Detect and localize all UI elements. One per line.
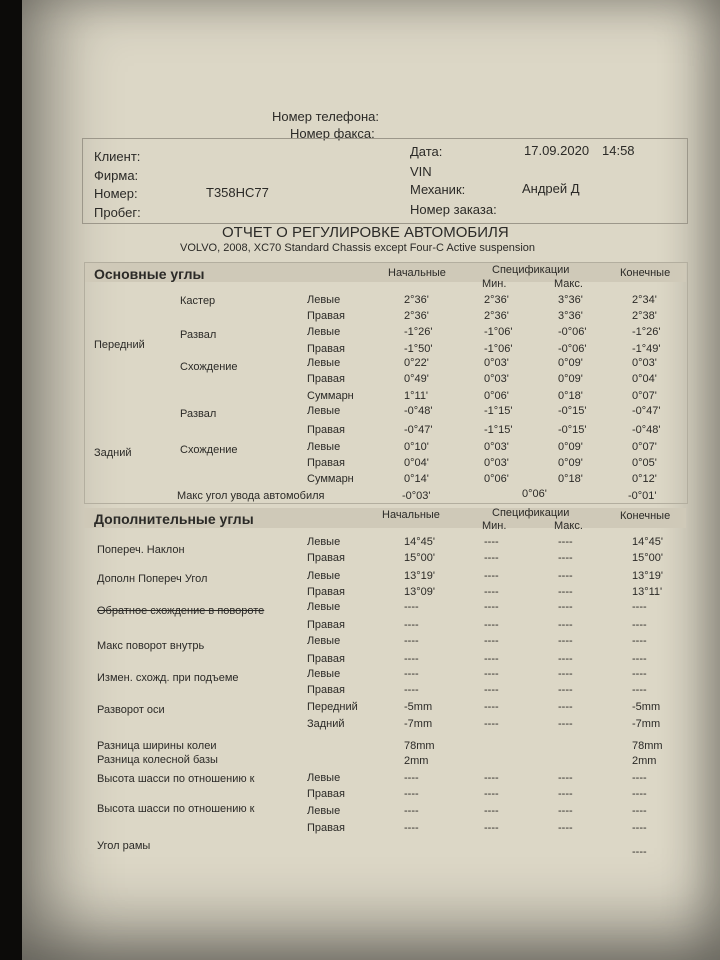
- param-ride-height-2: Высота шасси по отношению к: [97, 803, 255, 815]
- param-kpi: Попереч. Наклон: [97, 544, 185, 556]
- main-row-max: -0°06': [558, 343, 587, 355]
- main-row-max: -0°15': [558, 424, 587, 436]
- main-row-min: 0°03': [484, 357, 509, 369]
- param-wheelbase-diff: Разница колесной базы: [97, 754, 218, 766]
- param-camber-rear: Развал: [180, 408, 217, 420]
- main-row-min: 2°36': [484, 294, 509, 306]
- vin-label: VIN: [410, 164, 432, 179]
- additional-row-min: ----: [484, 805, 499, 817]
- additional-row-final: ----: [632, 668, 647, 680]
- additional-row-initial: ----: [404, 684, 419, 696]
- additional-row-min: ----: [484, 536, 499, 548]
- mechanic-name: Андрей Д: [522, 181, 580, 196]
- additional-row-side: Правая: [307, 653, 345, 665]
- date-value: 17.09.2020: [524, 143, 590, 158]
- thrust-angle-label: Макс угол увода автомобиля: [177, 490, 325, 502]
- param-track-diff: Разница ширины колеи: [97, 740, 217, 752]
- additional-row-initial: ----: [404, 601, 419, 613]
- additional-row-max: ----: [558, 619, 573, 631]
- additional-row-final: ----: [632, 653, 647, 665]
- main-row-final: 0°04': [632, 373, 657, 385]
- main-table-frame: [84, 262, 688, 504]
- main-row-final: 0°07': [632, 390, 657, 402]
- additional-row-final: ----: [632, 772, 647, 784]
- additional-row-min: ----: [484, 586, 499, 598]
- thrust-final: -0°01': [628, 490, 657, 502]
- report-page: [22, 0, 720, 960]
- additional-row-final: ----: [632, 601, 647, 613]
- additional-row-min: ----: [484, 718, 499, 730]
- main-row-min: -1°06': [484, 343, 513, 355]
- additional-row-initial: 15°00': [404, 552, 435, 564]
- additional-row-max: ----: [558, 822, 573, 834]
- additional-row-max: ----: [558, 570, 573, 582]
- col-min-header: Мин.: [482, 278, 507, 290]
- main-row-initial: -0°48': [404, 405, 433, 417]
- main-row-min: 2°36': [484, 310, 509, 322]
- additional-row-initial: ----: [404, 772, 419, 784]
- additional-row-side: Передний: [307, 701, 358, 713]
- additional-row-min: ----: [484, 552, 499, 564]
- additional-row-min: ----: [484, 822, 499, 834]
- main-row-final: 2°34': [632, 294, 657, 306]
- param-toe-out-turn: Обратное схождение в повороте: [97, 605, 265, 617]
- additional-row-final: 13°11': [632, 586, 663, 598]
- additional-row-final: 14°45': [632, 536, 663, 548]
- main-row-max: 0°18': [558, 473, 583, 485]
- firm-label: Фирма:: [94, 168, 139, 183]
- main-row-min: -1°06': [484, 326, 513, 338]
- add-col-spec-header: Спецификации: [492, 507, 570, 519]
- add-col-min-header: Мин.: [482, 520, 507, 532]
- main-row-max: 3°36': [558, 294, 583, 306]
- main-row-initial: 0°22': [404, 357, 429, 369]
- thrust-initial: -0°03': [402, 490, 431, 502]
- additional-row-initial: ----: [404, 619, 419, 631]
- main-row-side: Правая: [307, 457, 345, 469]
- additional-row-initial: ----: [404, 653, 419, 665]
- main-row-side: Правая: [307, 310, 345, 322]
- col-max-header: Макс.: [554, 278, 583, 290]
- main-row-max: 0°09': [558, 373, 583, 385]
- param-bump-steer: Измен. схожд. при подъеме: [97, 672, 239, 684]
- main-row-final: -1°26': [632, 326, 661, 338]
- main-row-initial: -1°26': [404, 326, 433, 338]
- additional-row-min: ----: [484, 772, 499, 784]
- report-title: ОТЧЕТ О РЕГУЛИРОВКЕ АВТОМОБИЛЯ: [222, 224, 509, 241]
- main-row-max: 0°09': [558, 457, 583, 469]
- main-row-final: 2°38': [632, 310, 657, 322]
- additional-row-min: ----: [484, 570, 499, 582]
- main-row-final: 0°05': [632, 457, 657, 469]
- additional-row-max: ----: [558, 805, 573, 817]
- additional-row-initial: 2mm: [404, 755, 429, 767]
- additional-row-final: ----: [632, 619, 647, 631]
- additional-row-side: Левые: [307, 570, 341, 582]
- additional-row-final: ----: [632, 805, 647, 817]
- add-col-final-header: Конечные: [620, 510, 671, 522]
- param-included-angle: Дополн Попереч Угол: [97, 573, 208, 585]
- add-col-max-header: Макс.: [554, 520, 583, 532]
- main-row-initial: 2°36': [404, 310, 429, 322]
- additional-row-side: Правая: [307, 822, 345, 834]
- additional-row-initial: 13°19': [404, 570, 435, 582]
- col-spec-header: Спецификации: [492, 264, 570, 276]
- additional-row-final: 15°00': [632, 552, 663, 564]
- additional-row-max: ----: [558, 536, 573, 548]
- main-row-side: Левые: [307, 326, 341, 338]
- main-row-final: 0°07': [632, 441, 657, 453]
- additional-row-min: ----: [484, 701, 499, 713]
- param-frame-angle: Угол рамы: [97, 840, 151, 852]
- main-row-max: 0°18': [558, 390, 583, 402]
- main-row-side: Правая: [307, 424, 345, 436]
- main-row-min: 0°03': [484, 373, 509, 385]
- additional-row-max: ----: [558, 701, 573, 713]
- additional-row-initial: ----: [404, 668, 419, 680]
- main-row-max: 3°36': [558, 310, 583, 322]
- additional-row-final: 13°19': [632, 570, 663, 582]
- main-row-initial: 1°11': [404, 390, 429, 402]
- additional-row-initial: -7mm: [404, 718, 433, 730]
- additional-row-initial: ----: [404, 805, 419, 817]
- additional-row-min: ----: [484, 635, 499, 647]
- main-row-max: 0°09': [558, 357, 583, 369]
- number-label: Номер:: [94, 186, 138, 201]
- main-row-side: Суммарн: [307, 473, 354, 485]
- main-row-min: -1°15': [484, 405, 513, 417]
- param-toe-front: Схождение: [180, 361, 238, 373]
- main-row-initial: 0°04': [404, 457, 429, 469]
- main-row-max: -0°06': [558, 326, 587, 338]
- param-axle-offset: Разворот оси: [97, 704, 165, 716]
- additional-row-initial: -5mm: [404, 701, 433, 713]
- main-row-final: -0°48': [632, 424, 661, 436]
- additional-row-side: Левые: [307, 601, 341, 613]
- mechanic-label: Механик:: [410, 182, 466, 197]
- additional-row-side: Правая: [307, 552, 345, 564]
- additional-row-side: Задний: [307, 718, 345, 730]
- additional-row-max: ----: [558, 653, 573, 665]
- main-row-side: Левые: [307, 405, 341, 417]
- additional-row-min: ----: [484, 684, 499, 696]
- additional-row-max: ----: [558, 668, 573, 680]
- main-row-side: Суммарн: [307, 390, 354, 402]
- additional-row-side: Правая: [307, 586, 345, 598]
- additional-row-final: -5mm: [632, 701, 661, 713]
- main-row-initial: 0°14': [404, 473, 429, 485]
- plate-number: Т358НС77: [206, 185, 269, 200]
- main-row-min: 0°03': [484, 441, 509, 453]
- main-row-max: 0°09': [558, 441, 583, 453]
- additional-row-side: Правая: [307, 619, 345, 631]
- param-camber-front: Развал: [180, 329, 217, 341]
- additional-row-min: ----: [484, 788, 499, 800]
- main-row-initial: 0°49': [404, 373, 429, 385]
- additional-row-min: ----: [484, 601, 499, 613]
- main-row-min: -1°15': [484, 424, 513, 436]
- additional-row-side: Левые: [307, 668, 341, 680]
- report-subtitle: VOLVO, 2008, XC70 Standard Chassis except Four-C Active suspension: [180, 242, 536, 254]
- additional-row-initial: 13°09': [404, 586, 435, 598]
- param-ride-height-1: Высота шасси по отношению к: [97, 773, 255, 785]
- additional-row-side: Левые: [307, 536, 341, 548]
- additional-row-side: Левые: [307, 805, 341, 817]
- additional-row-max: ----: [558, 718, 573, 730]
- main-row-min: 0°06': [484, 390, 509, 402]
- add-col-initial-header: Начальные: [382, 509, 440, 521]
- mileage-label: Пробег:: [94, 205, 141, 220]
- additional-row-max: ----: [558, 684, 573, 696]
- fax-label: Номер факса:: [290, 126, 375, 141]
- additional-row-side: Левые: [307, 635, 341, 647]
- group-rear: Задний: [94, 447, 132, 459]
- client-label: Клиент:: [94, 149, 141, 164]
- main-row-min: 0°03': [484, 457, 509, 469]
- additional-row-max: ----: [558, 552, 573, 564]
- main-section-header: Основные углы: [94, 266, 205, 282]
- additional-row-final: ----: [632, 788, 647, 800]
- additional-row-initial: ----: [404, 635, 419, 647]
- order-label: Номер заказа:: [410, 202, 497, 217]
- main-row-initial: 0°10': [404, 441, 429, 453]
- additional-row-max: ----: [558, 635, 573, 647]
- param-toe-rear: Схождение: [180, 444, 238, 456]
- additional-row-max: ----: [558, 586, 573, 598]
- additional-row-initial: 78mm: [404, 740, 435, 752]
- additional-row-min: ----: [484, 653, 499, 665]
- main-row-min: 0°06': [484, 473, 509, 485]
- main-row-side: Левые: [307, 441, 341, 453]
- main-row-side: Левые: [307, 294, 341, 306]
- main-row-final: -0°47': [632, 405, 661, 417]
- additional-row-max: ----: [558, 601, 573, 613]
- additional-row-side: Правая: [307, 788, 345, 800]
- additional-row-final: ----: [632, 684, 647, 696]
- additional-row-final: 78mm: [632, 740, 663, 752]
- group-front: Передний: [94, 339, 145, 351]
- additional-row-final: ----: [632, 822, 647, 834]
- main-row-final: 0°03': [632, 357, 657, 369]
- main-row-initial: 2°36': [404, 294, 429, 306]
- main-row-max: -0°15': [558, 405, 587, 417]
- thrust-spec: 0°06': [522, 488, 547, 500]
- additional-row-final: ----: [632, 635, 647, 647]
- additional-row-max: ----: [558, 772, 573, 784]
- main-row-final: 0°12': [632, 473, 657, 485]
- additional-row-side: Правая: [307, 684, 345, 696]
- additional-section-header: Дополнительные углы: [94, 511, 254, 527]
- additional-row-initial: 14°45': [404, 536, 435, 548]
- main-row-initial: -1°50': [404, 343, 433, 355]
- additional-row-initial: ----: [404, 822, 419, 834]
- main-row-initial: -0°47': [404, 424, 433, 436]
- col-initial-header: Начальные: [388, 267, 446, 279]
- client-info-box: [82, 138, 688, 224]
- col-final-header: Конечные: [620, 267, 671, 279]
- param-caster: Кастер: [180, 295, 216, 307]
- additional-row-final: -7mm: [632, 718, 661, 730]
- additional-row-min: ----: [484, 668, 499, 680]
- phone-label: Номер телефона:: [272, 109, 379, 124]
- additional-row-final: ----: [632, 846, 647, 858]
- additional-row-initial: ----: [404, 788, 419, 800]
- main-row-final: -1°49': [632, 343, 661, 355]
- main-row-side: Правая: [307, 373, 345, 385]
- additional-row-min: ----: [484, 619, 499, 631]
- main-row-side: Правая: [307, 343, 345, 355]
- param-max-turn: Макс поворот внутрь: [97, 640, 205, 652]
- additional-row-final: 2mm: [632, 755, 657, 767]
- main-row-side: Левые: [307, 357, 341, 369]
- additional-row-side: Левые: [307, 772, 341, 784]
- additional-row-max: ----: [558, 788, 573, 800]
- date-label: Дата:: [410, 144, 443, 159]
- time-value: 14:58: [602, 143, 635, 158]
